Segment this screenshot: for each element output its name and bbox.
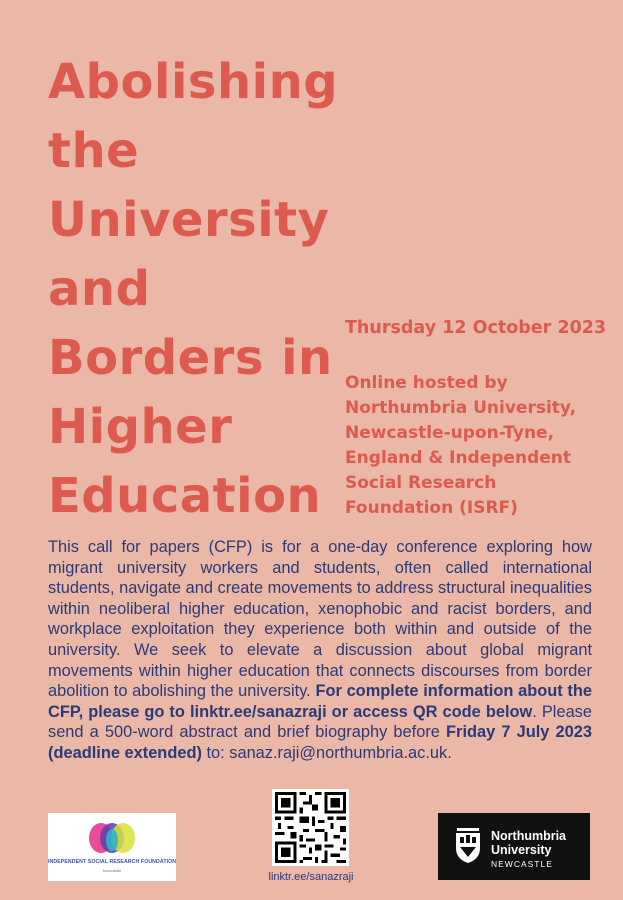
- event-date: Thursday 12 October 2023: [345, 318, 607, 338]
- conference-title: [48, 48, 338, 531]
- title-line: Borders in: [48, 330, 333, 386]
- event-host: [345, 371, 615, 521]
- host-line: Northumbria University,: [345, 398, 577, 418]
- crest-icon: [454, 826, 482, 864]
- qr-caption[interactable]: linktr.ee/sanazraji: [268, 871, 354, 883]
- northumbria-logo-line2: University: [491, 843, 552, 857]
- cfp-deadline: Friday 7 July 2023 (deadline extended): [48, 723, 593, 762]
- northumbria-logo: [438, 813, 590, 880]
- title-line: Education: [48, 468, 322, 524]
- host-line: Online hosted by: [345, 373, 508, 393]
- cfp-info-link-text: For complete information about the CFP, please go to linktr.ee/sanazraji or access QR code below: [48, 682, 592, 721]
- title-line: University: [48, 192, 330, 248]
- title-line: Higher: [48, 399, 233, 455]
- host-line: Newcastle-upon-Tyne,: [345, 423, 555, 443]
- title-line: and: [48, 261, 151, 317]
- isrf-logo: [48, 813, 176, 881]
- northumbria-logo-line1: Northumbria: [491, 829, 566, 843]
- host-line: England & Independent: [345, 448, 571, 468]
- qr-code[interactable]: [272, 789, 349, 866]
- qr-code-icon: [272, 789, 349, 866]
- host-line: Foundation (ISRF): [345, 498, 518, 518]
- host-line: Social Research: [345, 473, 497, 493]
- isrf-logo-location: Newcastle: [102, 868, 122, 873]
- cfp-intro: This call for papers (CFP) is for a one-day conference exploring how migrant university workers and students, often called international students, navigate and create movements to address structural inequalities within neoliberal higher education, xenophobic and racist borders, and workplace exploitation they experience both within and outside of the university. We seek to elevate a discussion about global migrant movements within higher education that connects discourses from border abolition to abolishing the university.: [48, 538, 592, 701]
- isrf-logo-name: INDEPENDENT SOCIAL RESEARCH FOUNDATION: [48, 859, 177, 865]
- title-line: Abolishing: [48, 54, 339, 110]
- isrf-circles-icon: [85, 819, 139, 857]
- northumbria-logo-line3: NEWCASTLE: [491, 859, 553, 869]
- title-line: the: [48, 123, 140, 179]
- cfp-submission-text: . Please send a 500-word abstract and brief biography before: [48, 702, 592, 742]
- cfp-description: [48, 537, 592, 764]
- cfp-contact-email: to: sanaz.raji@northumbria.ac.uk.: [201, 743, 452, 762]
